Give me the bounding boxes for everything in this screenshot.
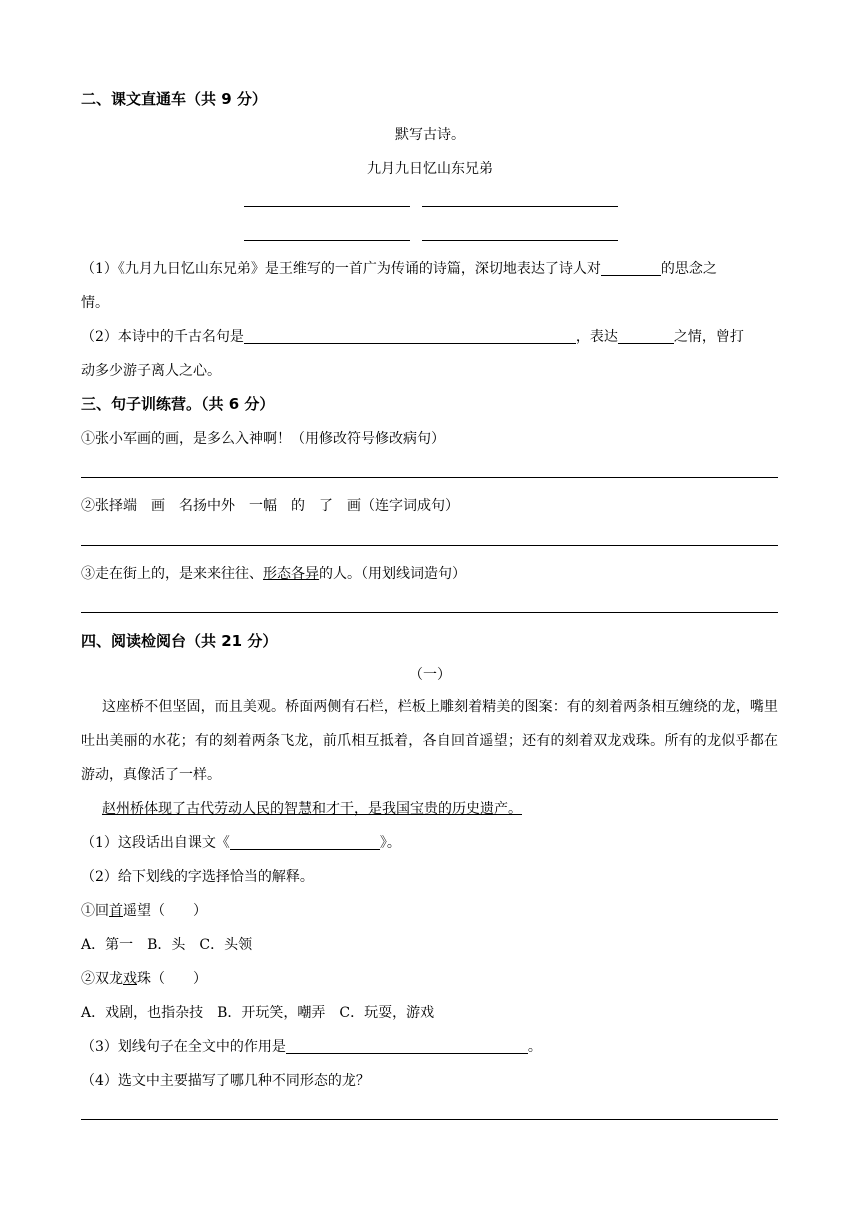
question-4-1-text: （1）这段话出自课文《: [81, 835, 230, 851]
question-4-3: [81, 1036, 542, 1056]
question-2-1-suffix: 的思念之: [660, 261, 717, 277]
sub-item-2: [81, 968, 207, 988]
question-2-2-text: （2）本诗中的千古名句是: [81, 329, 244, 345]
poem-line-2b-blank: [422, 240, 618, 241]
question-2-2-suffix: 之情，曾打: [673, 329, 744, 345]
poem-line-2a-blank: [244, 240, 410, 241]
question-4-1: [81, 832, 401, 852]
poem-instruction: 默写古诗。: [395, 127, 465, 143]
question-4-3-text: （3）划线句子在全文中的作用是: [81, 1039, 286, 1055]
sub-item-1: [81, 900, 207, 920]
sub-item-1-text: ①回: [81, 903, 109, 919]
question-2-2-mid: ，表达: [575, 329, 618, 345]
sub-item-2-underlined-char: 戏: [123, 971, 137, 987]
sub-item-1-underlined-char: 首: [109, 903, 123, 919]
section-3-heading: 三、句子训练营。（共 6 分）: [81, 395, 275, 413]
question-2-1-text: （1）《九月九日忆山东兄弟》是王维写的一首广为传诵的诗篇，深切地表达了诗人对: [81, 261, 601, 277]
sentence-3-suffix: 的人。（用划线词造句）: [319, 566, 466, 582]
reading-paragraph: 这座桥不但坚固，而且美观。桥面两侧有石栏，栏板上雕刻着精美的图案：有的刻着两条相互缠绕的龙，嘴里吐出美丽的水花；有的刻着两条飞龙，前爪相互抵着，各自回首遥望；还有的刻着双龙戏珠。所有的龙似乎都在游动，真像活了一样。: [81, 699, 778, 783]
sub-item-2-options: A．戏剧，也指杂技 B．开玩笑，嘲弄 C．玩耍，游戏: [81, 1005, 435, 1021]
question-2-1-continued: 情。: [81, 295, 109, 311]
sentence-3: [81, 563, 466, 583]
sentence-1: ①张小军画的画，是多么入神啊！（用修改符号修改病句）: [81, 431, 445, 447]
section-4-heading: 四、阅读检阅台（共 21 分）: [81, 632, 278, 650]
sub-item-1-options: A．第一 B．头 C．头领: [81, 937, 253, 953]
sub-item-1-paren: 遥望（ ）: [123, 903, 207, 919]
question-4-1-suffix: 》。: [379, 835, 401, 851]
question-4-4: （4）选文中主要描写了哪几种不同形态的龙？: [81, 1073, 370, 1089]
reading-part-label: （一）: [409, 667, 451, 683]
answer-line[interactable]: [81, 545, 778, 546]
poem-line-1b-blank: [422, 206, 618, 207]
question-4-2: （2）给下划线的字选择恰当的解释。: [81, 869, 314, 885]
sentence-3-underlined-word: 形态各异: [263, 566, 319, 582]
answer-line[interactable]: [81, 612, 778, 613]
poem-line-1a-blank: [244, 206, 410, 207]
reading-underlined-sentence: 赵州桥体现了古代劳动人民的智慧和才干，是我国宝贵的历史遗产。: [102, 801, 522, 817]
sentence-3-text: ③走在街上的，是来来往往、: [81, 566, 263, 582]
question-2-2: [81, 326, 744, 346]
answer-line[interactable]: [81, 1119, 778, 1120]
sub-item-2-text: ②双龙: [81, 971, 123, 987]
question-4-3-suffix: 。: [527, 1039, 542, 1055]
sub-item-2-paren: 珠（ ）: [137, 971, 207, 987]
answer-line[interactable]: [81, 477, 778, 478]
sentence-2: ②张择端 画 名扬中外 一幅 的 了 画（连字词成句）: [81, 498, 459, 514]
answer-blank[interactable]: [244, 329, 576, 344]
section-2-heading: 二、课文直通车（共 9 分）: [81, 90, 267, 108]
answer-blank[interactable]: [601, 261, 661, 276]
question-2-2-continued: 动多少游子离人之心。: [81, 363, 221, 379]
answer-blank[interactable]: [286, 1039, 528, 1054]
answer-blank[interactable]: [618, 329, 674, 344]
poem-title: 九月九日忆山东兄弟: [367, 161, 493, 177]
question-2-1: [81, 258, 717, 278]
answer-blank[interactable]: [230, 835, 380, 850]
